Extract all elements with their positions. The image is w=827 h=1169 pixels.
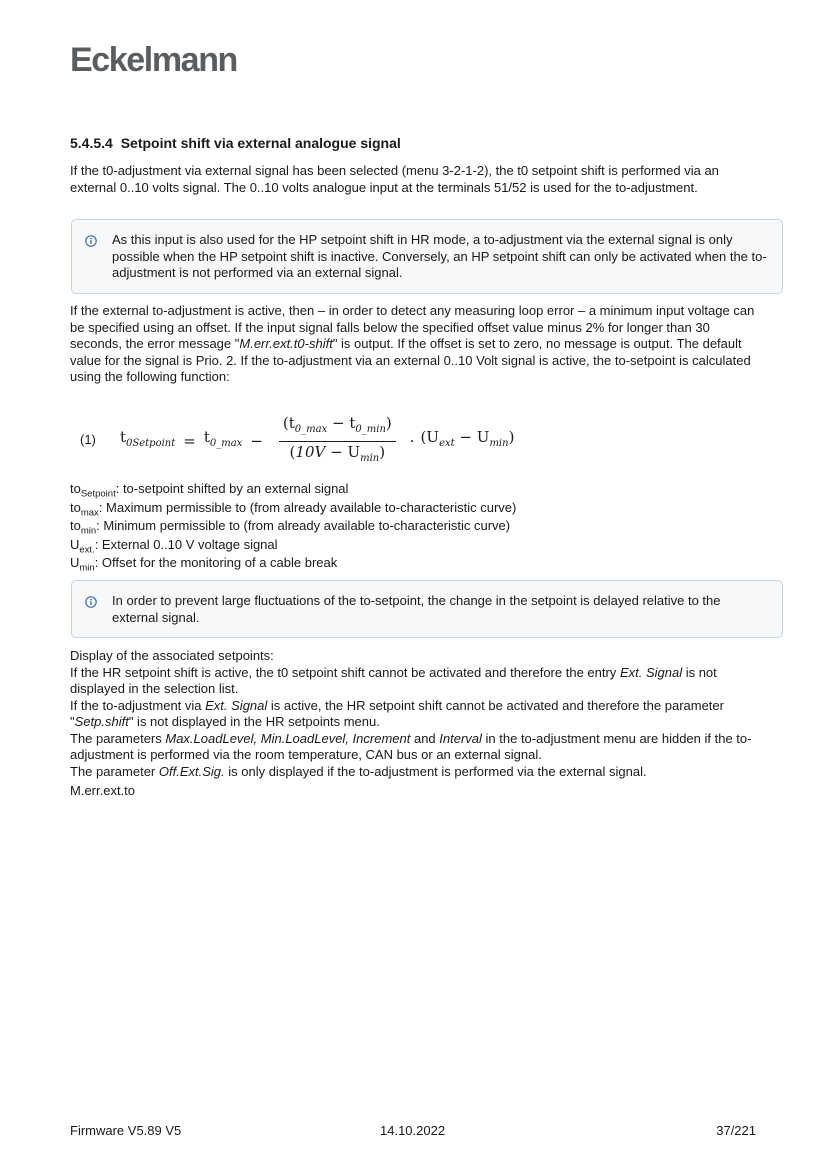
formula-lhs: $t_{0Setpoint}$ xyxy=(120,428,176,450)
company-logo: Eckelmann xyxy=(70,41,237,79)
footer-firmware: Firmware V5.89 V5 xyxy=(70,1123,182,1138)
section-title: Setpoint shift via external analogue signal xyxy=(120,135,401,151)
footer-page-number: 37/221 xyxy=(716,1123,756,1138)
equation-number: (1) xyxy=(80,432,96,447)
offset-paragraph-part1: If the external to-adjustment is active, then – in order to detect any measuring loop error – a minimum input voltage can be specified using an offset. If the input signal falls below the specified offset value minus 2% for longer than 30 seconds, the error message " xyxy=(70,303,755,351)
display-line-4: The parameters Max.LoadLevel, Min.LoadLevel, Increment and Interval in the to-adjustment menu are hidden if the to-adjustment is performed via the room temperature, CAN bus or an external signal. xyxy=(70,730,752,762)
formula-minus: − xyxy=(250,431,263,450)
offset-paragraph xyxy=(70,303,760,386)
formula-numerator: $(t_{0\_max} - t_{0\_min})$ xyxy=(279,415,396,442)
intro-paragraph: If the t0-adjustment via external signal has been selected (menu 3-2-1-2), the t0 setpoint shift is performed via an external 0..10 volts signal. The 0..10 volts analogue input at the terminals 51/52 is used for the to-adjustment. xyxy=(70,163,719,195)
definition-item: $U_{min}$: Offset for the monitoring of a cable break xyxy=(70,555,338,574)
formula-t0max: $t_{0\_max}$ xyxy=(203,428,243,450)
offset-paragraph-part2: " is output. If the offset is set to zero, no message is output. The default value for the signal is Prio. 2. If the to-adjustment via an external 0..10 Volt signal is active, the to-setpoint is calculated using the following function: xyxy=(70,336,751,384)
display-line-3: If the to-adjustment via Ext. Signal is active, the HR setpoint shift cannot be activated and therefore the parameter "Setp.shift" is not displayed in the HR setpoints menu. xyxy=(70,697,724,729)
section-heading xyxy=(70,134,401,152)
setpoint-formula xyxy=(80,414,580,468)
trailing-text: M.err.ext.to xyxy=(70,783,136,798)
footer-date: 14.10.2022 xyxy=(380,1123,446,1138)
info-icon xyxy=(85,235,97,247)
definition-item: $U_{ext.}$: External 0..10 V voltage signal xyxy=(70,536,278,556)
formula-voltage-term: $(U_{ext} - U_{min})$ xyxy=(420,428,515,450)
formula-fraction xyxy=(279,415,396,467)
variable-definitions xyxy=(70,481,760,574)
section-number: 5.4.5.4 xyxy=(70,135,113,151)
error-message-name: M.err.ext.t0-shift xyxy=(239,336,333,351)
formula-dot: · xyxy=(409,431,415,450)
display-line-1: Display of the associated setpoints: xyxy=(70,648,274,663)
info-note-2 xyxy=(71,580,783,638)
formula-denominator: $(10V - U_{min})$ xyxy=(289,442,386,464)
info-note-1 xyxy=(71,219,783,294)
display-line-2: If the HR setpoint shift is active, the t0 setpoint shift cannot be activated and therefore the entry Ext. Signal is not displayed in the selection list. xyxy=(70,664,717,696)
display-line-5: The parameter Off.Ext.Sig. is only displayed if the to-adjustment is performed via the external signal. xyxy=(70,763,647,779)
formula-expression xyxy=(120,414,515,464)
info-icon xyxy=(85,596,97,608)
definition-item: $to_{Setpoint}$: to-setpoint shifted by an external signal xyxy=(70,481,349,500)
display-section xyxy=(70,648,760,800)
info-note-2-text: In order to prevent large fluctuations of the to-setpoint, the change in the setpoint is delayed relative to the external signal. xyxy=(112,593,721,625)
definition-item: $to_{min}$: Minimum permissible to (from already available to-characteristic curve) xyxy=(70,518,511,537)
formula-equals: = xyxy=(183,431,196,450)
info-note-1-text: As this input is also used for the HP setpoint shift in HR mode, a to-adjustment via the external signal is only possible when the HP setpoint shift is inactive. Conversely, an HP setpoint shift can only be activated when the to-adjustment is not performed via an external signal. xyxy=(112,232,767,280)
definition-item: $to_{max}$: Maximum permissible to (from already available to-characteristic curve) xyxy=(70,499,517,519)
